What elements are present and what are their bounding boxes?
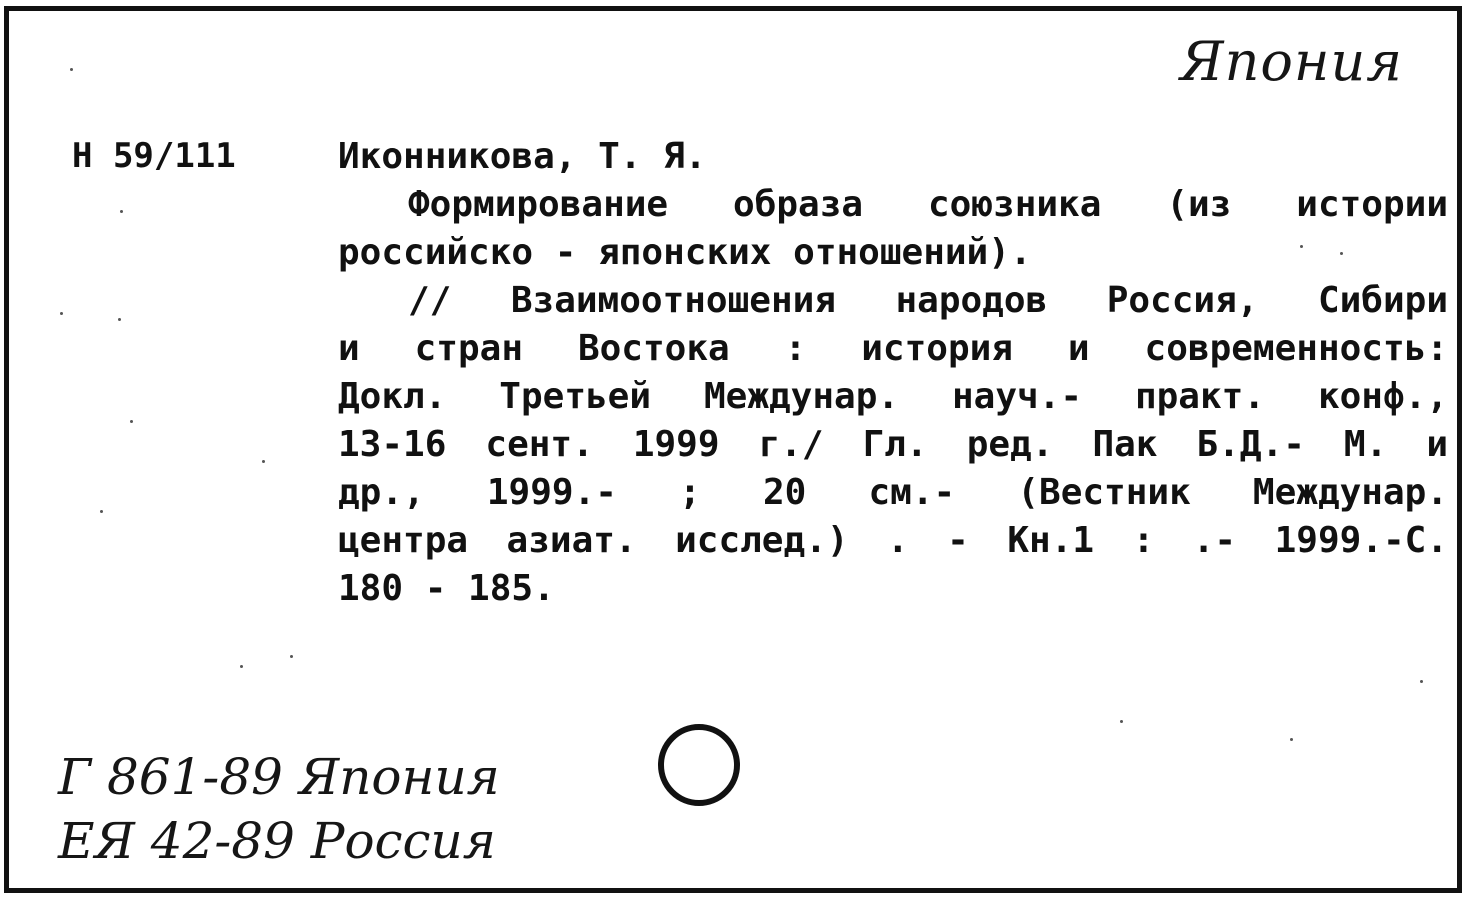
publication-line: 13-16 сент. 1999 г./ Гл. ред. Пак Б.Д.- М. и [338, 424, 1448, 465]
author-line: Иконникова, Т. Я. [338, 136, 707, 177]
inventory-number: ЕЯ 42-89 Россия [58, 812, 496, 870]
source-line: Докл. Третьей Междунар. науч.- практ. конф., [338, 376, 1448, 417]
scan-speck [240, 665, 243, 668]
call-number: Н 59/111 [72, 136, 236, 176]
scan-speck [1290, 738, 1293, 741]
scan-speck [1300, 245, 1303, 248]
pages-line: 180 - 185. [338, 568, 555, 609]
scan-speck [1420, 680, 1423, 683]
scan-speck [120, 210, 123, 213]
scan-speck [262, 460, 265, 463]
series-line: центра азиат. исслед.) . - Кн.1 : .- 1999.-С. [338, 520, 1448, 561]
bibliographic-entry [338, 133, 1448, 613]
scan-speck [100, 510, 103, 513]
publication-line: др., 1999.- ; 20 см.- (Вестник Междунар. [338, 472, 1448, 513]
scan-speck [70, 68, 73, 71]
inventory-number: Г 861-89 Япония [58, 748, 500, 806]
scan-speck [60, 312, 63, 315]
scan-speck [1340, 252, 1343, 255]
title-line: Формирование образа союзника (из истории [408, 184, 1448, 225]
scan-speck [290, 655, 293, 658]
scan-speck [118, 318, 121, 321]
title-line: российско - японских отношений). [338, 232, 1032, 273]
source-line: // Взаимоотношения народов Россия, Сибири [408, 280, 1448, 321]
scan-speck [130, 420, 133, 423]
scan-speck [1120, 720, 1123, 723]
punch-hole [658, 724, 740, 806]
source-line: и стран Востока : история и современность: [338, 328, 1448, 369]
subject-heading: Япония [1180, 30, 1404, 93]
